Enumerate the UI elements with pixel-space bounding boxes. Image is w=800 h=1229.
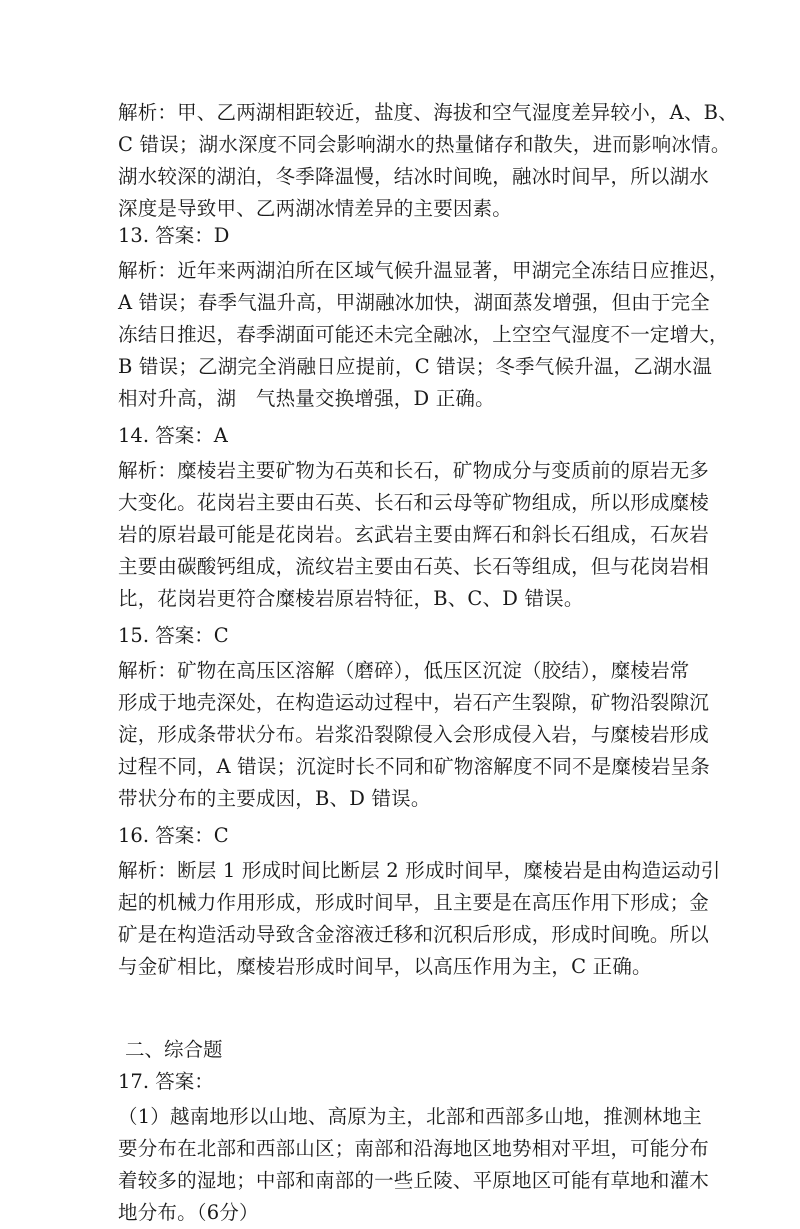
q15-analysis [118,655,710,815]
text-line: 岩的原岩最可能是花岗岩。玄武岩主要由辉石和斜长石组成，石灰岩 [118,523,710,546]
text-line: 过程不同，A 错误；沉淀时长不同和矿物溶解度不同不是糜棱岩呈条 [118,755,710,778]
text-line: 相对升高，湖 气热量交换增强，D 正确。 [118,387,495,410]
text-line: 深度是导致甲、乙两湖冰情差异的主要因素。 [118,197,513,220]
text-line: C 错误；湖水深度不同会影响湖水的热量储存和散失，进而影响冰情。 [118,133,731,156]
text-line: 大变化。花岗岩主要由石英、长石和云母等矿物组成，所以形成糜棱 [118,491,710,514]
section-heading: 二、综合题 [125,1038,223,1061]
q14-analysis [118,455,710,615]
text-line: 解析：矿物在高压区溶解（磨碎），低压区沉淀（胶结），糜棱岩常 [118,659,690,682]
text-line: 与金矿相比，糜棱岩形成时间早，以高压作用为主，C 正确。 [118,955,652,978]
q13-analysis [118,255,729,415]
text-line: 起的机械力作用形成，形成时间早，且主要是在高压作用下形成；金 [118,891,710,914]
text-line: 比，花岗岩更符合糜棱岩原岩特征，B、C、D 错误。 [118,587,584,610]
text-line: 解析：断层 1 形成时间比断层 2 形成时间早，糜棱岩是由构造运动引 [118,859,721,882]
text-line: 要分布在北部和西部山区；南部和沿海地区地势相对平坦，可能分布 [118,1137,710,1160]
text-line: 带状分布的主要成因，B、D 错误。 [118,787,431,810]
text-line: 解析：近年来两湖泊所在区域气候升温显著，甲湖完全冻结日应推迟， [118,259,729,282]
text-line: 冻结日推迟，春季湖面可能还未完全融冰，上空空气湿度不一定增大， [118,323,729,346]
q15-answer: 15. 答案：C [118,624,229,647]
q16-answer: 16. 答案：C [118,824,229,847]
text-line: 解析：糜棱岩主要矿物为石英和长石，矿物成分与变质前的原岩无多 [118,459,710,482]
q14-answer: 14. 答案：A [118,424,228,447]
q17-answer: 17. 答案： [118,1070,214,1093]
text-line: 着较多的湿地；中部和南部的一些丘陵、平原地区可能有草地和灌木 [118,1169,710,1192]
q13-answer: 13. 答案：D [118,224,230,247]
text-line: 地分布。（6分） [118,1201,259,1224]
text-line: （1）越南地形以山地、高原为主，北部和西部多山地，推测林地主 [118,1105,702,1128]
text-line: 淀，形成条带状分布。岩浆沿裂隙侵入会形成侵入岩，与糜棱岩形成 [118,723,710,746]
text-line: 矿是在构造活动导致含金溶液迁移和沉积后形成，形成时间晚。所以 [118,923,710,946]
text-line: 解析：甲、乙两湖相距较近，盐度、海拔和空气湿度差异较小，A、B、 [118,101,738,124]
text-line: A 错误；春季气温升高，甲湖融冰加快，湖面蒸发增强，但由于完全 [118,291,710,314]
text-line: 形成于地壳深处，在构造运动过程中，岩石产生裂隙，矿物沿裂隙沉 [118,691,710,714]
text-line: 湖水较深的湖泊，冬季降温慢，结冰时间晚，融冰时间早，所以湖水 [118,165,710,188]
q17-part1 [118,1101,710,1229]
text-line: B 错误；乙湖完全消融日应提前，C 错误；冬季气候升温，乙湖水温 [118,355,713,378]
q16-analysis [118,855,721,983]
q12-analysis [118,97,738,225]
text-line: 主要由碳酸钙组成，流纹岩主要由石英、长石等组成，但与花岗岩相 [118,555,710,578]
